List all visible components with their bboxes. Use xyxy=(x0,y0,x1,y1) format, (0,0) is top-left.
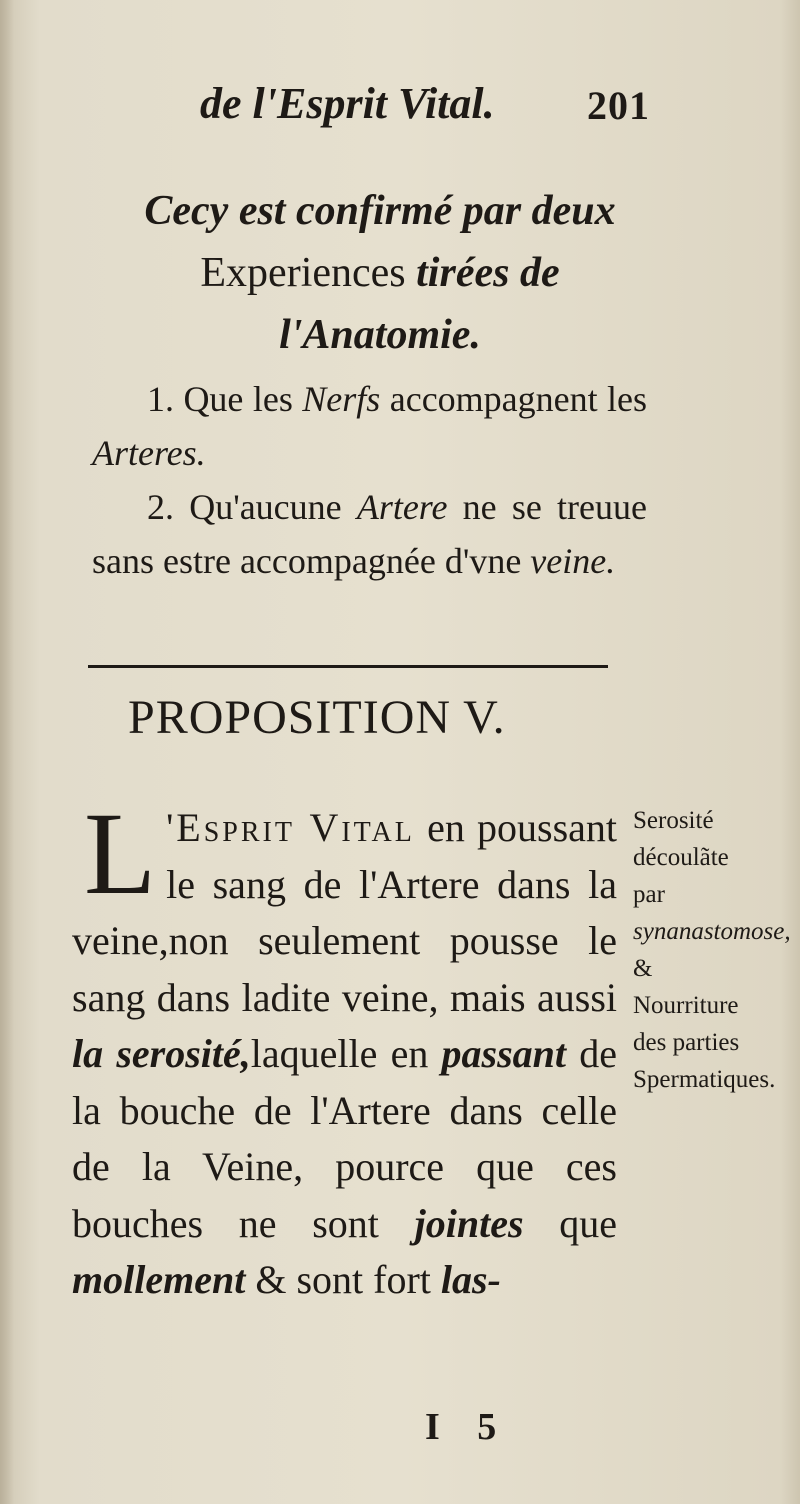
list-text: accompagnent les xyxy=(389,379,648,419)
list-item xyxy=(92,372,647,480)
list-text: ne se treuue sans estre accompagnée d'vne xyxy=(92,487,647,581)
list-text: Que les xyxy=(183,379,293,419)
subtitle-line-3: l'Anatomie. xyxy=(279,312,481,358)
body-span: laquelle en xyxy=(250,1031,429,1076)
list-text: Qu'aucune xyxy=(189,487,342,527)
subtitle-italic: tirées de xyxy=(416,250,560,296)
margin-note-text: Serosité découlãte par xyxy=(633,807,729,908)
small-caps-text: 'Esprit Vital xyxy=(166,805,415,850)
body-text xyxy=(72,788,618,1309)
page-number: 201 xyxy=(587,83,650,128)
section-subtitle xyxy=(80,180,680,366)
experience-list xyxy=(92,372,647,588)
list-italic: Artere xyxy=(356,487,448,527)
body-italic: jointes xyxy=(414,1200,524,1246)
body-italic: las- xyxy=(440,1257,501,1302)
list-italic: Arteres. xyxy=(92,433,206,473)
margin-note xyxy=(633,802,791,1098)
signature-mark: I 5 xyxy=(425,1406,511,1448)
section-divider xyxy=(88,665,608,668)
body-span: en poussant le sang de l'Artere dans la veine,non seulement pousse le sang dans ladite veine, mais aussi xyxy=(72,805,618,1020)
list-italic: veine. xyxy=(530,541,616,581)
subtitle-roman: Experiences xyxy=(200,250,406,296)
list-italic: Nerfs xyxy=(302,379,381,419)
list-item xyxy=(92,480,647,588)
margin-note-italic: synanastomose, xyxy=(633,918,791,945)
list-item-number: 2. xyxy=(147,487,174,527)
body-italic: passant xyxy=(441,1031,567,1076)
subtitle-line-2 xyxy=(80,242,680,304)
body-span: de la bouche de l'Artere dans celle de la Veine, pource que ces bouches ne sont xyxy=(72,1031,618,1246)
running-head xyxy=(200,78,660,138)
margin-note-text: & Nourriture des parties Spermatiques. xyxy=(633,955,776,1093)
drop-cap: L xyxy=(84,788,157,919)
body-span: que xyxy=(559,1200,617,1246)
body-italic: mollement xyxy=(72,1257,246,1302)
subtitle-line-1: Cecy est confirmé par deux xyxy=(144,188,616,234)
body-span: & sont fort xyxy=(255,1257,431,1302)
running-title: de l'Esprit Vital. xyxy=(200,79,495,128)
body-italic: la serosité, xyxy=(72,1031,251,1076)
list-item-number: 1. xyxy=(147,379,174,419)
proposition-heading: PROPOSITION V. xyxy=(128,691,506,744)
